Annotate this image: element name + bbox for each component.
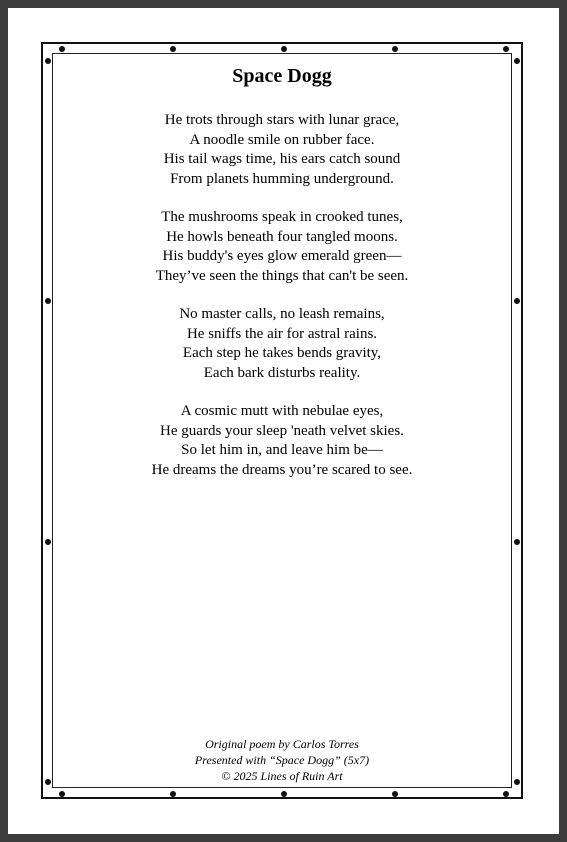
- stanza-3: [52, 305, 512, 383]
- poem-line: Each bark disturbs reality.: [203, 364, 361, 381]
- poem-line: His buddy's eyes glow emerald green—: [162, 248, 402, 264]
- credits-block: [52, 736, 512, 784]
- poem-line: He dreams the dreams you’re scared to see.: [151, 461, 413, 478]
- poem-line: He guards your sleep 'neath velvet skies.: [160, 422, 404, 439]
- poem-line: A cosmic mutt with nebulae eyes,: [180, 403, 384, 419]
- presented-credit: Presented with “Space Dogg” (5x7): [194, 753, 370, 767]
- border-dot: [392, 46, 398, 52]
- border-dot: [45, 539, 51, 545]
- border-dot: [514, 298, 520, 304]
- poem-line: His tail wags time, his ears catch sound: [163, 151, 401, 167]
- border-dot: [45, 58, 51, 64]
- poem-title: Space Dogg: [232, 65, 332, 87]
- border-dot: [514, 539, 520, 545]
- border-dot: [514, 58, 520, 64]
- stanza-1: [52, 111, 512, 189]
- poem-line: They’ve seen the things that can't be seen.: [155, 267, 409, 284]
- poem-line: The mushrooms speak in crooked tunes,: [161, 209, 403, 225]
- border-dot: [514, 779, 520, 785]
- border-dot: [503, 791, 509, 797]
- poem-line: No master calls, no leash remains,: [179, 306, 385, 322]
- poem-line: He howls beneath four tangled moons.: [166, 228, 398, 245]
- poem-body: [52, 111, 512, 499]
- document-page: [8, 8, 559, 834]
- poem-line: He sniffs the air for astral rains.: [186, 325, 378, 342]
- border-dot: [503, 46, 509, 52]
- stanza-4: [52, 402, 512, 480]
- border-dot: [281, 46, 287, 52]
- poem-content: [52, 53, 512, 788]
- border-dot: [170, 791, 176, 797]
- border-dot: [281, 791, 287, 797]
- poem-line: Each step he takes bends gravity,: [182, 345, 382, 361]
- border-dot: [170, 46, 176, 52]
- author-credit: Original poem by Carlos Torres: [205, 737, 359, 751]
- poem-line: So let him in, and leave him be—: [181, 442, 383, 458]
- poem-line: He trots through stars with lunar grace,: [164, 112, 400, 128]
- border-dot: [59, 46, 65, 52]
- border-dot: [45, 779, 51, 785]
- poem-line: From planets humming underground.: [170, 170, 394, 187]
- border-dot: [45, 298, 51, 304]
- copyright-notice: © 2025 Lines of Ruin Art: [221, 769, 343, 783]
- border-dot: [59, 791, 65, 797]
- border-dot: [392, 791, 398, 797]
- stanza-2: [52, 208, 512, 286]
- poem-line: A noodle smile on rubber face.: [189, 131, 375, 148]
